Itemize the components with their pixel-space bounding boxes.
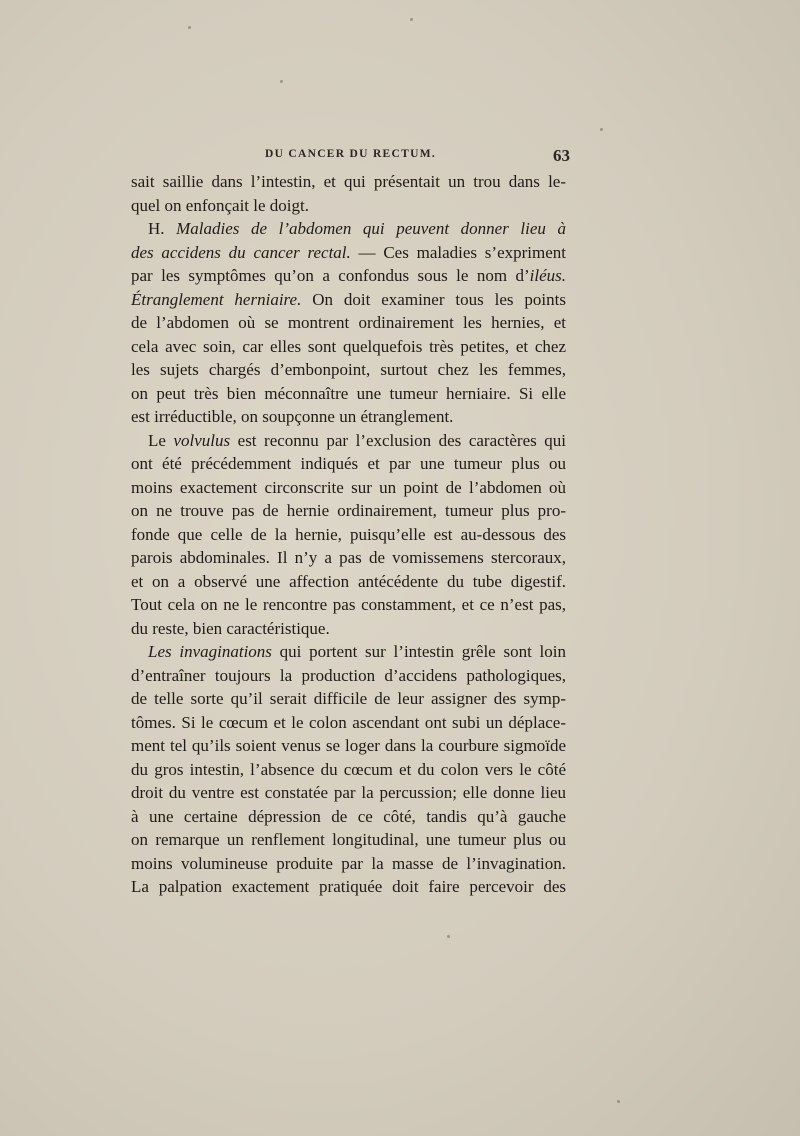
text-line: Étranglement herniaire. On doit examiner tous les points	[131, 289, 566, 309]
text-line: d’entraîner toujours la production d’accidens pathologiques,	[131, 665, 566, 685]
text-line: parois abdominales. Il n’y a pas de vomissemens stercoraux,	[131, 548, 566, 567]
paper-speck	[280, 80, 283, 83]
page-header	[265, 146, 570, 166]
running-head: DU CANCER DU RECTUM.	[265, 148, 437, 160]
text-line: tômes. Si le cœcum et le colon ascendant ont subi un déplace-	[131, 712, 566, 732]
text-line: cela avec soin, car elles sont quelquefois très petites, et chez	[131, 336, 566, 356]
text-line: on remarque un renflement longitudinal, une tumeur plus ou	[131, 830, 566, 849]
text-line: H. Maladies de l’abdomen qui peuvent donner lieu à	[148, 219, 566, 238]
paper-speck	[617, 1100, 620, 1103]
text-line: droit du ventre est constatée par la percussion; elle donne lieu	[131, 783, 566, 802]
text-line: par les symptômes qu’on a confondus sous le nom d’iléus.	[131, 266, 566, 285]
page-number: 63	[553, 146, 570, 165]
text-line: ont été précédemment indiqués et par une tumeur plus ou	[131, 454, 566, 473]
text-line: du reste, bien caractéristique.	[131, 618, 330, 638]
text-line: de l’abdomen où se montrent ordinairement les hernies, et	[131, 313, 566, 332]
text-line: Les invaginations qui portent sur l’intestin grêle sont loin	[148, 642, 566, 661]
text-line: de telle sorte qu’il serait difficile de leur assigner des symp-	[131, 689, 566, 708]
text-line: sait saillie dans l’intestin, et qui présentait un trou dans le-	[131, 172, 566, 191]
text-line: moins volumineuse produite par la masse de l’invagination.	[131, 853, 566, 873]
text-line: on ne trouve pas de hernie ordinairement, tumeur plus pro-	[131, 501, 566, 520]
body-text	[131, 170, 566, 899]
text-line: et on a observé une affection antécédente du tube digestif.	[131, 571, 566, 591]
text-line: à une certaine dépression de ce côté, tandis qu’à gauche	[131, 806, 566, 826]
text-line: Tout cela on ne le rencontre pas constamment, et ce n’est pas,	[131, 595, 566, 614]
text-line: des accidens du cancer rectal. — Ces maladies s’expriment	[131, 242, 566, 262]
text-line: fonde que celle de la hernie, puisqu’elle est au-dessous des	[131, 524, 566, 544]
paper-speck	[410, 18, 413, 21]
text-line: Le volvulus est reconnu par l’exclusion des caractères qui	[148, 430, 567, 450]
paper-speck	[188, 26, 191, 29]
text-line: est irréductible, on soupçonne un étranglement.	[131, 407, 454, 426]
text-line: on peut très bien méconnaître une tumeur herniaire. Si elle	[131, 383, 566, 403]
paper-speck	[600, 128, 603, 131]
text-line: ment tel qu’ils soient venus se loger dans la courbure sigmoïde	[131, 736, 566, 755]
text-line: moins exactement circonscrite sur un point de l’abdomen où	[131, 477, 566, 497]
paper-speck	[447, 935, 450, 938]
text-line: du gros intestin, l’absence du cœcum et du colon vers le côté	[131, 759, 566, 779]
text-line: les sujets chargés d’embonpoint, surtout chez les femmes,	[131, 360, 566, 379]
text-line: La palpation exactement pratiquée doit faire percevoir des	[131, 877, 566, 896]
text-line: quel on enfonçait le doigt.	[131, 195, 309, 215]
